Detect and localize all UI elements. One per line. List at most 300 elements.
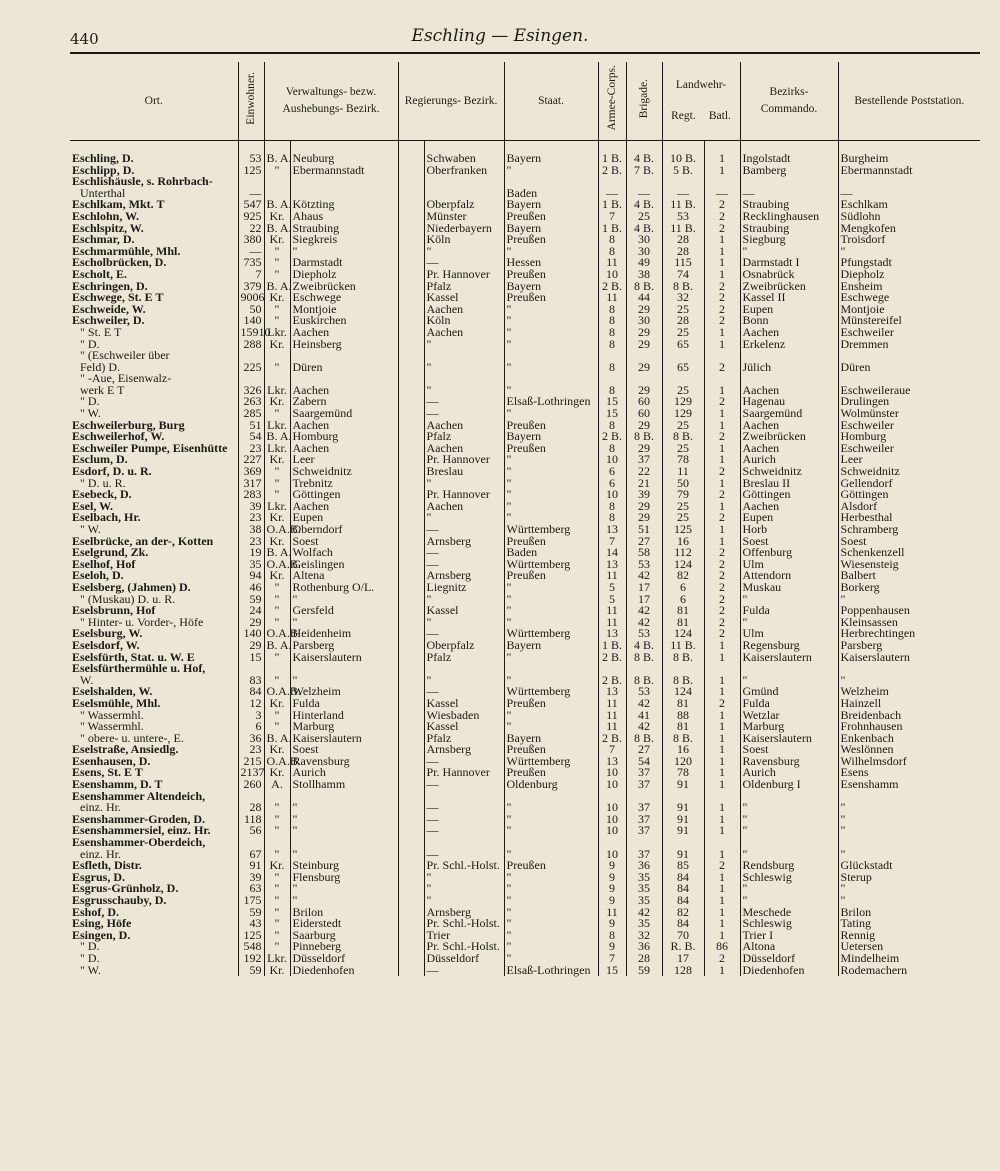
cell-einw: 9006 xyxy=(238,292,264,304)
cell-reg: Schwaben xyxy=(424,141,504,165)
cell-einw: 369 xyxy=(238,466,264,478)
cell-reg: Trier xyxy=(424,930,504,942)
cell-reg: " xyxy=(424,512,504,524)
cell-kdo: Bamberg xyxy=(740,165,838,177)
cell-kdo: Aurich xyxy=(740,767,838,779)
cell-brig: 54 xyxy=(626,756,662,768)
cell-verw-typ: " xyxy=(264,825,290,837)
cell-post: Burgheim xyxy=(838,141,980,165)
cell-post: Schweidnitz xyxy=(838,466,980,478)
cell-post: Brilon xyxy=(838,907,980,919)
cell-spacer xyxy=(398,640,424,652)
cell-batl: 1 xyxy=(704,408,740,420)
cell-ort: " obere- u. untere-, E. xyxy=(80,730,184,745)
cell-staat: Preußen xyxy=(504,292,598,304)
cell-batl: 2 xyxy=(704,292,740,304)
cell-einw: 94 xyxy=(238,570,264,582)
cell-regt: 81 xyxy=(662,605,704,617)
cell-brig: 37 xyxy=(626,767,662,779)
cell-spacer xyxy=(398,478,424,490)
cell-regt: 129 xyxy=(662,408,704,420)
cell-reg xyxy=(424,373,504,385)
cell-kdo: " xyxy=(740,246,838,258)
cell-staat: Elsaß-Lothringen xyxy=(504,965,598,977)
cell-brig: 37 xyxy=(626,814,662,826)
cell-reg: " xyxy=(424,478,504,490)
cell-verw: " xyxy=(290,814,398,826)
cell-einw: 28 xyxy=(238,802,264,814)
cell-spacer xyxy=(398,872,424,884)
cell-verw: Marburg xyxy=(290,721,398,733)
cell-verw: Stollhamm xyxy=(290,779,398,791)
cell-verw: Saarburg xyxy=(290,930,398,942)
cell-verw-typ: Kr. xyxy=(264,396,290,408)
cell-spacer xyxy=(398,594,424,606)
cell-verw-typ: Kr. xyxy=(264,234,290,246)
cell-einw: 43 xyxy=(238,918,264,930)
cell-post: Welzheim xyxy=(838,686,980,698)
cell-batl: 2 xyxy=(704,223,740,235)
cell-batl: 2 xyxy=(704,617,740,629)
cell-ak: 8 xyxy=(598,420,626,432)
cell-reg: " xyxy=(424,895,504,907)
cell-brig: 8 B. xyxy=(626,652,662,664)
cell-spacer xyxy=(398,524,424,536)
cell-einw: 67 xyxy=(238,849,264,861)
cell-ort: einz. Hr. xyxy=(80,846,121,861)
cell-batl: 1 xyxy=(704,141,740,165)
cell-verw xyxy=(290,791,398,803)
cell-spacer xyxy=(398,907,424,919)
cell-kdo: Muskau xyxy=(740,582,838,594)
cell-batl: 2 xyxy=(704,582,740,594)
cell-ort: W. xyxy=(80,672,94,687)
cell-verw-typ: " xyxy=(264,721,290,733)
cell-regt: 50 xyxy=(662,478,704,490)
cell-verw: Siegkreis xyxy=(290,234,398,246)
cell-einw: 548 xyxy=(238,941,264,953)
cell-verw: Ahaus xyxy=(290,211,398,223)
cell-einw: 125 xyxy=(238,165,264,177)
cell-verw xyxy=(290,176,398,188)
cell-ak: 1 B. xyxy=(598,223,626,235)
cell-batl: 2 xyxy=(704,605,740,617)
cell-brig: 29 xyxy=(626,362,662,374)
cell-ort: Esenhausen, D. xyxy=(72,753,151,768)
cell-ort: Eschweide, W. xyxy=(72,301,146,316)
cell-post: Enkenbach xyxy=(838,733,980,745)
cell-ak: 10 xyxy=(598,269,626,281)
cell-einw: 56 xyxy=(238,825,264,837)
cell-verw-typ: Kr. xyxy=(264,965,290,977)
cell-verw-typ: Kr. xyxy=(264,211,290,223)
cell-einw: 83 xyxy=(238,675,264,687)
cell-regt: 17 xyxy=(662,953,704,965)
cell-regt: 124 xyxy=(662,628,704,640)
cell-regt: 6 xyxy=(662,594,704,606)
cell-spacer xyxy=(398,721,424,733)
cell-regt: 6 xyxy=(662,582,704,594)
cell-brig: 4 B. xyxy=(626,640,662,652)
cell-einw: 925 xyxy=(238,211,264,223)
cell-kdo: Gmünd xyxy=(740,686,838,698)
cell-regt: 81 xyxy=(662,617,704,629)
cell-post: Kaiserslautern xyxy=(838,652,980,664)
cell-regt: 8 B. xyxy=(662,675,704,687)
cell-kdo: Regensburg xyxy=(740,640,838,652)
cell-ak: 9 xyxy=(598,872,626,884)
cell-brig: 37 xyxy=(626,454,662,466)
cell-ort: Eselsberg, (Jahmen) D. xyxy=(72,579,191,594)
cell-batl: 1 xyxy=(704,814,740,826)
cell-verw: Geislingen xyxy=(290,559,398,571)
cell-staat: Preußen xyxy=(504,211,598,223)
cell-post: Leer xyxy=(838,454,980,466)
cell-verw-typ: " xyxy=(264,883,290,895)
cell-batl: 1 xyxy=(704,652,740,664)
cell-kdo: Schleswig xyxy=(740,918,838,930)
cell-kdo: Attendorn xyxy=(740,570,838,582)
cell-kdo: Straubing xyxy=(740,223,838,235)
cell-verw-typ: " xyxy=(264,408,290,420)
cell-einw: 140 xyxy=(238,315,264,327)
cell-verw: Rothenburg O/L. xyxy=(290,582,398,594)
cell-batl: 1 xyxy=(704,721,740,733)
cell-regt: 25 xyxy=(662,385,704,397)
cell-einw: 29 xyxy=(238,617,264,629)
cell-kdo: Oldenburg I xyxy=(740,779,838,791)
cell-batl: 1 xyxy=(704,825,740,837)
cell-batl: 2 xyxy=(704,281,740,293)
cell-verw: Aachen xyxy=(290,385,398,397)
cell-spacer xyxy=(398,362,424,374)
cell-staat: Baden xyxy=(504,188,598,200)
cell-brig: 41 xyxy=(626,710,662,722)
cell-kdo: Schleswig xyxy=(740,872,838,884)
cell-brig: 58 xyxy=(626,547,662,559)
cell-batl: 2 xyxy=(704,547,740,559)
cell-brig: 36 xyxy=(626,860,662,872)
cell-brig: 53 xyxy=(626,686,662,698)
cell-reg: " xyxy=(424,675,504,687)
cell-regt: 65 xyxy=(662,339,704,351)
cell-batl: 1 xyxy=(704,779,740,791)
cell-verw-typ: " xyxy=(264,675,290,687)
cell-kdo: Aachen xyxy=(740,443,838,455)
table-row xyxy=(70,825,980,837)
cell-reg: Aachen xyxy=(424,501,504,513)
cell-brig: 30 xyxy=(626,315,662,327)
cell-verw-typ: Kr. xyxy=(264,570,290,582)
cell-staat: " xyxy=(504,454,598,466)
cell-kdo: Wetzlar xyxy=(740,710,838,722)
cell-einw: 59 xyxy=(238,907,264,919)
cell-regt: 112 xyxy=(662,547,704,559)
cell-post: Parsberg xyxy=(838,640,980,652)
cell-einw: 15 xyxy=(238,652,264,664)
cell-post: Gellendorf xyxy=(838,478,980,490)
cell-ort: " D. xyxy=(80,394,100,409)
cell-regt: 5 B. xyxy=(662,165,704,177)
cell-einw: 22 xyxy=(238,223,264,235)
cell-ort: Esclum, D. xyxy=(72,452,128,467)
cell-post: " xyxy=(838,802,980,814)
cell-verw: " xyxy=(290,825,398,837)
cell-reg: Pr. Hannover xyxy=(424,767,504,779)
cell-batl: 1 xyxy=(704,385,740,397)
cell-brig: 42 xyxy=(626,907,662,919)
cell-verw-typ: B. A. xyxy=(264,733,290,745)
cell-verw-typ: " xyxy=(264,257,290,269)
cell-einw: 547 xyxy=(238,199,264,211)
cell-ak: 11 xyxy=(598,710,626,722)
cell-reg: Arnsberg xyxy=(424,536,504,548)
cell-staat: Bayern xyxy=(504,431,598,443)
cell-regt: 128 xyxy=(662,965,704,977)
cell-regt: 65 xyxy=(662,362,704,374)
cell-staat: " xyxy=(504,385,598,397)
cell-verw-typ: Kr. xyxy=(264,292,290,304)
cell-staat: " xyxy=(504,165,598,177)
cell-reg: Arnsberg xyxy=(424,570,504,582)
cell-staat: " xyxy=(504,872,598,884)
cell-spacer xyxy=(398,756,424,768)
cell-reg: Pfalz xyxy=(424,281,504,293)
cell-reg: Niederbayern xyxy=(424,223,504,235)
cell-ort: Eselsmühle, Mhl. xyxy=(72,695,161,710)
cell-ort: " -Aue, Eisenwalz- xyxy=(80,371,172,386)
cell-spacer xyxy=(398,536,424,548)
cell-brig: 29 xyxy=(626,339,662,351)
cell-brig: 32 xyxy=(626,930,662,942)
cell-post: Sterup xyxy=(838,872,980,884)
cell-verw: Wolfach xyxy=(290,547,398,559)
cell-verw xyxy=(290,663,398,675)
cell-verw: Düren xyxy=(290,362,398,374)
cell-ak: 8 xyxy=(598,443,626,455)
cell-batl: 1 xyxy=(704,849,740,861)
cell-verw-typ: O.A.B. xyxy=(264,756,290,768)
cell-verw-typ: " xyxy=(264,246,290,258)
cell-spacer xyxy=(398,431,424,443)
cell-verw-typ: Kr. xyxy=(264,536,290,548)
cell-regt: 84 xyxy=(662,918,704,930)
cell-kdo: Marburg xyxy=(740,721,838,733)
cell-post: Homburg xyxy=(838,431,980,443)
cell-brig: — xyxy=(626,188,662,200)
cell-spacer xyxy=(398,791,424,803)
cell-post xyxy=(838,837,980,849)
cell-einw: 263 xyxy=(238,396,264,408)
header-armee: Armee-Corps. xyxy=(598,62,626,141)
cell-reg: Pr. Schl.-Holst. xyxy=(424,860,504,872)
cell-post: " xyxy=(838,814,980,826)
cell-batl: 86 xyxy=(704,941,740,953)
cell-verw-typ: " xyxy=(264,895,290,907)
cell-spacer xyxy=(398,710,424,722)
cell-verw: " xyxy=(290,594,398,606)
cell-staat: Bayern xyxy=(504,281,598,293)
cell-staat: " xyxy=(504,930,598,942)
cell-verw-typ: Lkr. xyxy=(264,443,290,455)
cell-verw-typ: O.A.B. xyxy=(264,686,290,698)
cell-regt: 11 B. xyxy=(662,223,704,235)
cell-staat: " xyxy=(504,489,598,501)
cell-regt: 25 xyxy=(662,304,704,316)
table-row xyxy=(70,141,980,165)
cell-verw: Aurich xyxy=(290,767,398,779)
cell-kdo: " xyxy=(740,617,838,629)
cell-post: " xyxy=(838,675,980,687)
cell-ak: 11 xyxy=(598,698,626,710)
cell-spacer xyxy=(398,825,424,837)
cell-einw: 39 xyxy=(238,501,264,513)
cell-ort: Esenshammer-Groden, D. xyxy=(72,811,205,826)
cell-brig: 17 xyxy=(626,594,662,606)
cell-spacer xyxy=(398,744,424,756)
cell-einw: 288 xyxy=(238,339,264,351)
cell-regt: 84 xyxy=(662,872,704,884)
cell-kdo: Ravensburg xyxy=(740,756,838,768)
cell-staat: " xyxy=(504,895,598,907)
cell-spacer xyxy=(398,559,424,571)
cell-einw: 227 xyxy=(238,454,264,466)
cell-staat: Württemberg xyxy=(504,686,598,698)
cell-post: Uetersen xyxy=(838,941,980,953)
cell-kdo: " xyxy=(740,883,838,895)
cell-post: Soest xyxy=(838,536,980,548)
cell-spacer xyxy=(398,489,424,501)
cell-einw: 215 xyxy=(238,756,264,768)
cell-regt: 25 xyxy=(662,501,704,513)
cell-spacer xyxy=(398,339,424,351)
cell-staat: Bayern xyxy=(504,199,598,211)
cell-brig: 44 xyxy=(626,292,662,304)
cell-ort: " (Eschweiler über xyxy=(80,348,170,363)
cell-ort: Eshof, D. xyxy=(72,904,120,919)
cell-batl: 1 xyxy=(704,965,740,977)
cell-spacer xyxy=(398,814,424,826)
cell-einw: 51 xyxy=(238,420,264,432)
cell-ort: Unterthal xyxy=(80,185,126,200)
cell-einw: 84 xyxy=(238,686,264,698)
cell-ak: 11 xyxy=(598,257,626,269)
cell-einw: 125 xyxy=(238,930,264,942)
cell-einw: 23 xyxy=(238,744,264,756)
cell-reg: — xyxy=(424,257,504,269)
cell-batl: 1 xyxy=(704,686,740,698)
cell-regt: 85 xyxy=(662,860,704,872)
cell-reg: Pfalz xyxy=(424,431,504,443)
cell-ak: 2 B. xyxy=(598,652,626,664)
cell-ort: " D. u. R. xyxy=(80,475,126,490)
cell-brig: 29 xyxy=(626,443,662,455)
cell-verw: Zabern xyxy=(290,396,398,408)
cell-spacer xyxy=(398,860,424,872)
cell-staat: " xyxy=(504,721,598,733)
cell-reg: " xyxy=(424,362,504,374)
cell-batl: 1 xyxy=(704,767,740,779)
cell-post: Eschweiler xyxy=(838,327,980,339)
cell-verw-typ: A. xyxy=(264,779,290,791)
cell-einw: 380 xyxy=(238,234,264,246)
cell-verw: Steinburg xyxy=(290,860,398,872)
cell-ak: 1 B. xyxy=(598,640,626,652)
cell-batl: 2 xyxy=(704,860,740,872)
cell-verw-typ: " xyxy=(264,814,290,826)
cell-verw-typ: " xyxy=(264,941,290,953)
cell-spacer xyxy=(398,953,424,965)
cell-spacer xyxy=(398,373,424,385)
cell-ort: Eselstraße, Ansiedlg. xyxy=(72,742,179,757)
cell-kdo: Schweidnitz xyxy=(740,466,838,478)
cell-ak: 11 xyxy=(598,907,626,919)
cell-reg: Köln xyxy=(424,234,504,246)
cell-post: Schramberg xyxy=(838,524,980,536)
cell-ak: 8 xyxy=(598,304,626,316)
cell-verw-typ: " xyxy=(264,165,290,177)
cell-verw: Düsseldorf xyxy=(290,953,398,965)
cell-kdo: Eupen xyxy=(740,512,838,524)
cell-batl: 2 xyxy=(704,304,740,316)
cell-ort: Escholt, E. xyxy=(72,266,128,281)
cell-kdo: Ingolstadt xyxy=(740,141,838,165)
cell-verw: Montjoie xyxy=(290,304,398,316)
cell-verw: Diepholz xyxy=(290,269,398,281)
cell-reg: — xyxy=(424,849,504,861)
cell-post: Breidenbach xyxy=(838,710,980,722)
cell-verw-typ: Kr. xyxy=(264,860,290,872)
cell-regt: 84 xyxy=(662,883,704,895)
header-bezirkskommando: Bezirks- Commando. xyxy=(740,62,838,141)
cell-brig: 8 B. xyxy=(626,431,662,443)
cell-ak: 9 xyxy=(598,918,626,930)
cell-spacer xyxy=(398,849,424,861)
cell-kdo: Soest xyxy=(740,744,838,756)
cell-ort: " D. xyxy=(80,336,100,351)
cell-kdo: Kaiserslautern xyxy=(740,733,838,745)
cell-kdo: — xyxy=(740,188,838,200)
cell-ort: Esgrusschauby, D. xyxy=(72,893,167,907)
cell-regt: 124 xyxy=(662,559,704,571)
cell-ak: 10 xyxy=(598,849,626,861)
cell-batl: 1 xyxy=(704,327,740,339)
cell-ak: 14 xyxy=(598,547,626,559)
cell-post: Eschweileraue xyxy=(838,385,980,397)
cell-ort: Eschweiler Pumpe, Eisenhütte xyxy=(72,440,228,455)
cell-reg: Kassel xyxy=(424,721,504,733)
cell-verw-typ: Lkr. xyxy=(264,420,290,432)
cell-ak: 13 xyxy=(598,524,626,536)
cell-staat: Bayern xyxy=(504,640,598,652)
cell-post: Wilhelmsdorf xyxy=(838,756,980,768)
cell-verw: Straubing xyxy=(290,223,398,235)
cell-ak: 10 xyxy=(598,489,626,501)
cell-staat: Oldenburg xyxy=(504,779,598,791)
cell-verw-typ: Kr. xyxy=(264,454,290,466)
cell-regt: 16 xyxy=(662,744,704,756)
cell-ak: 11 xyxy=(598,721,626,733)
cell-verw-typ: " xyxy=(264,652,290,664)
cell-verw-typ: B. A. xyxy=(264,199,290,211)
table-row xyxy=(70,362,980,374)
cell-einw: 2137 xyxy=(238,767,264,779)
cell-brig: 37 xyxy=(626,802,662,814)
cell-ort: Esebeck, D. xyxy=(72,487,132,502)
cell-post: Wiesensteig xyxy=(838,559,980,571)
cell-brig: 38 xyxy=(626,269,662,281)
cell-reg: — xyxy=(424,756,504,768)
